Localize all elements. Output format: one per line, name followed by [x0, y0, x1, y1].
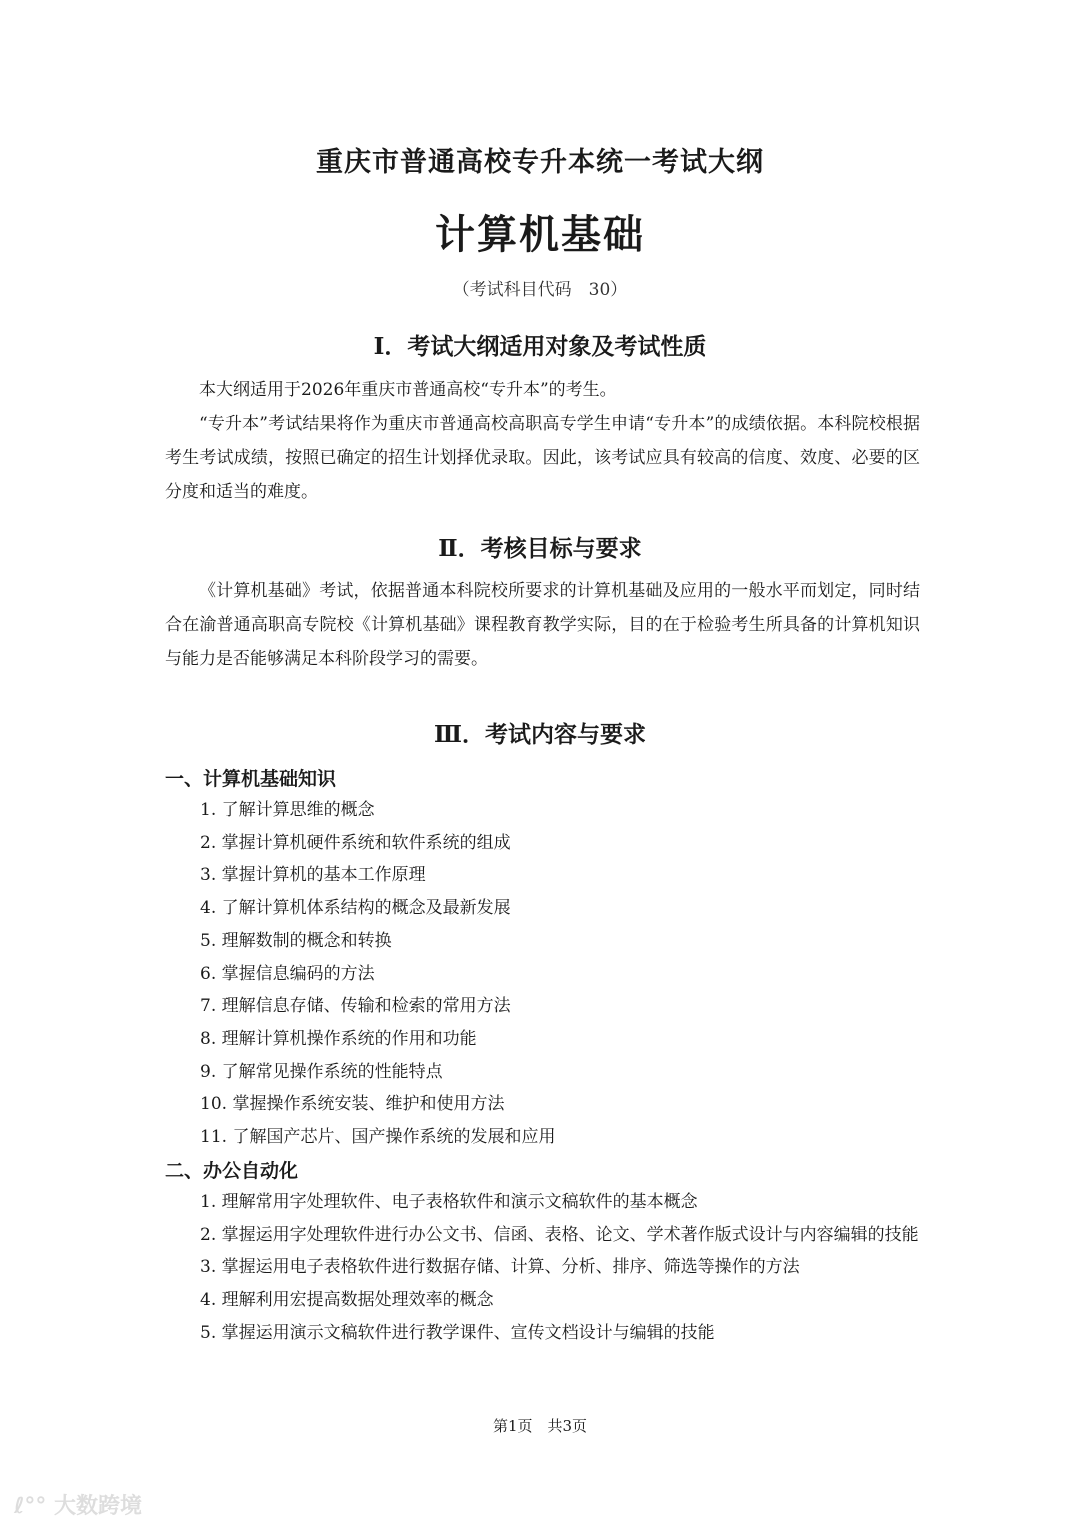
list-item: 6. 掌握信息编码的方法 [200, 963, 375, 984]
list-item: 5. 理解数制的概念和转换 [200, 930, 392, 951]
paragraph: 本大纲适用于2026年重庆市普通高校“专升本”的考生。 [199, 380, 617, 400]
list-item: 9. 了解常见操作系统的性能特点 [200, 1061, 443, 1082]
list-item: 1. 理解常用字处理软件、电子表格软件和演示文稿软件的基本概念 [200, 1192, 698, 1212]
watermark-text: 大数跨境 [54, 1494, 143, 1519]
list-item: 10. 掌握操作系统安装、维护和使用方法 [200, 1094, 505, 1115]
list-item: 1. 了解计算思维的概念 [200, 800, 375, 820]
list-item: 2. 掌握计算机硬件系统和软件系统的组成 [200, 832, 511, 853]
category-heading: 二、办公自动化 [165, 1160, 299, 1182]
category-1-list [165, 794, 920, 1154]
subject-title: 计算机基础 [435, 211, 645, 258]
list-item: 4. 理解利用宏提高数据处理效率的概念 [200, 1290, 494, 1311]
list-item: 7. 理解信息存储、传输和检索的常用方法 [200, 996, 511, 1017]
subject-code: （考试科目代码 30） [452, 280, 628, 300]
watermark-icon: ℓ°° [14, 1494, 55, 1519]
page-number: 第1页 共3页 [492, 1417, 588, 1435]
list-item: 4. 了解计算机体系结构的概念及最新发展 [200, 898, 511, 919]
section-heading-3: Ⅲ．考试内容与要求 [433, 721, 646, 748]
paragraph: “专升本”考试结果将作为重庆市普通高校高职高专学生申请“专升本”的成绩依据。本科院校根据考生考试成绩，按照已确定的招生计划择优录取。因此，该考试应具有较高的信度、效度、必要的区分度和适当的难度。 [165, 414, 920, 502]
section-1-body [165, 373, 920, 509]
list-item: 11. 了解国产芯片、国产操作系统的发展和应用 [200, 1127, 556, 1148]
section-2-body [165, 574, 920, 676]
paragraph: 《计算机基础》考试，依据普通本科院校所要求的计算机基础及应用的一般水平而划定，同时结合在渝普通高职高专院校《计算机基础》课程教育教学实际，目的在于检验考生所具备的计算机知识与能力是否能够满足本科阶段学习的需要。 [165, 581, 920, 669]
watermark-logo [14, 1489, 142, 1520]
document-title: 重庆市普通高校专升本统一考试大纲 [316, 147, 764, 178]
list-item: 2. 掌握运用字处理软件进行办公文书、信函、表格、论文、学术著作版式设计与内容编辑的技能 [200, 1224, 919, 1245]
list-item: 3. 掌握计算机的基本工作原理 [200, 865, 426, 886]
list-item: 3. 掌握运用电子表格软件进行数据存储、计算、分析、排序、筛选等操作的方法 [200, 1257, 800, 1278]
category-heading: 一、计算机基础知识 [165, 768, 337, 790]
section-heading-1: Ⅰ．考试大纲适用对象及考试性质 [373, 333, 707, 360]
section-heading-2: Ⅱ．考核目标与要求 [438, 535, 642, 562]
list-item: 5. 掌握运用演示文稿软件进行教学课件、宣传文档设计与编辑的技能 [200, 1322, 715, 1343]
category-2-list [165, 1186, 920, 1350]
list-item: 8. 理解计算机操作系统的作用和功能 [200, 1028, 477, 1049]
